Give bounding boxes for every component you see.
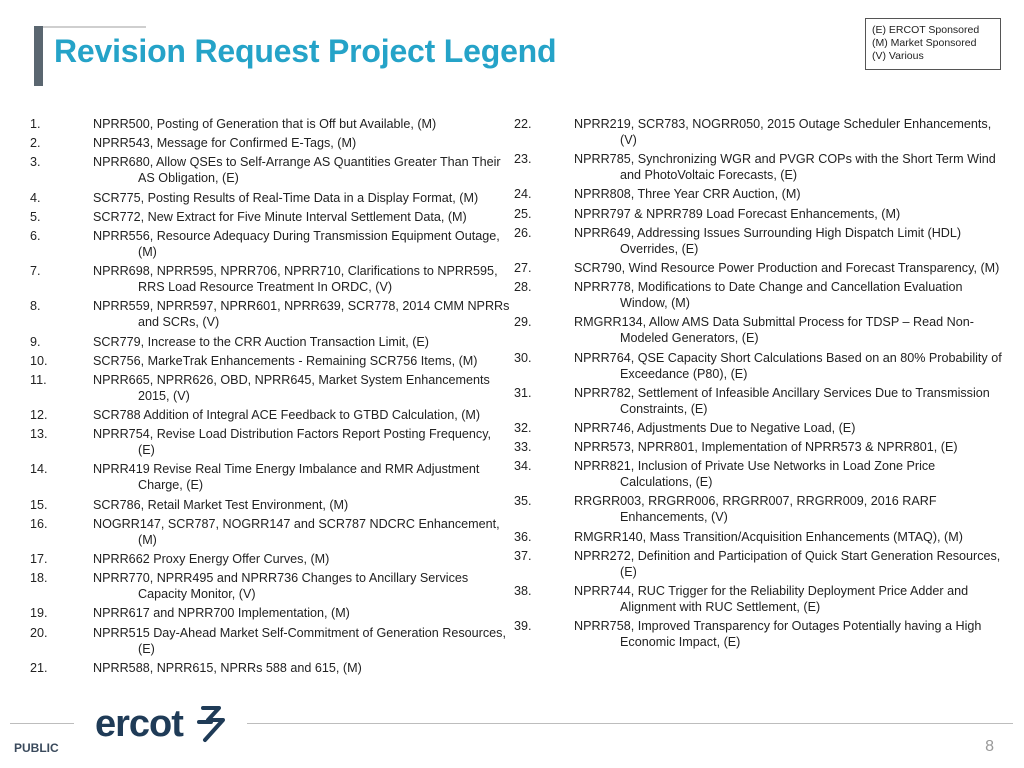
item-text: NPRR785, Synchronizing WGR and PVGR COPs with the Short Term Wind and PhotoVoltaic Forecasts, (E) bbox=[574, 152, 996, 183]
item-text: NPRR778, Modifications to Date Change and Cancellation Evaluation Window, (M) bbox=[574, 280, 963, 311]
footer-rule-left bbox=[10, 723, 74, 724]
ercot-logo bbox=[95, 700, 230, 748]
list-item bbox=[30, 625, 510, 657]
item-text: NPRR754, Revise Load Distribution Factors Report Posting Frequency, (E) bbox=[93, 427, 492, 458]
item-number: 28. bbox=[514, 280, 532, 295]
legend-various: (V) Various bbox=[872, 50, 924, 62]
list-item bbox=[30, 461, 510, 493]
list-item bbox=[514, 260, 1004, 276]
item-text: NPRR758, Improved Transparency for Outages Potentially having a High Economic Impact, (E) bbox=[574, 619, 982, 650]
title-accent-bar bbox=[34, 26, 43, 86]
list-item bbox=[514, 583, 1004, 615]
list-item bbox=[30, 334, 510, 350]
list-item bbox=[514, 458, 1004, 490]
item-number: 4. bbox=[30, 190, 41, 205]
item-text: NOGRR147, SCR787, NOGRR147 and SCR787 NDCRC Enhancement, (M) bbox=[93, 516, 500, 547]
list-item bbox=[30, 154, 510, 186]
item-number: 2. bbox=[30, 136, 41, 151]
item-text: SCR788 Addition of Integral ACE Feedback to GTBD Calculation, (M) bbox=[93, 408, 481, 423]
list-item bbox=[30, 551, 510, 567]
item-number: 13. bbox=[30, 427, 48, 442]
logo-wordmark: ercot bbox=[95, 703, 183, 745]
list-item bbox=[30, 209, 510, 225]
item-text: NPRR770, NPRR495 and NPRR736 Changes to Ancillary Services Capacity Monitor, (V) bbox=[93, 571, 469, 602]
item-number: 34. bbox=[514, 459, 532, 474]
item-number: 16. bbox=[30, 516, 48, 531]
item-text: NPRR744, RUC Trigger for the Reliability Deployment Price Adder and Alignment with RUC Settlement, (E) bbox=[574, 584, 969, 614]
list-item bbox=[30, 605, 510, 621]
list-item bbox=[514, 186, 1004, 202]
item-text: RMGRR134, Allow AMS Data Submittal Process for TDSP – Read Non-Modeled Generators, (E) bbox=[574, 315, 974, 346]
legend-ercot-sponsored: (E) ERCOT Sponsored bbox=[872, 24, 980, 36]
item-text: NPRR219, SCR783, NOGRR050, 2015 Outage Scheduler Enhancements, (V) bbox=[574, 117, 992, 147]
item-text: NPRR665, NPRR626, OBD, NPRR645, Market System Enhancements 2015, (V) bbox=[93, 372, 490, 403]
list-item bbox=[514, 206, 1004, 222]
item-number: 14. bbox=[30, 462, 48, 477]
item-text: NPRR556, Resource Adequacy During Transmission Equipment Outage, (M) bbox=[93, 228, 500, 259]
item-text: NPRR662 Proxy Energy Offer Curves, (M) bbox=[93, 552, 330, 566]
list-item bbox=[514, 385, 1004, 417]
list-item bbox=[514, 548, 1004, 580]
item-number: 18. bbox=[30, 571, 48, 586]
list-item bbox=[30, 298, 510, 330]
item-text: NPRR419 Revise Real Time Energy Imbalance and RMR Adjustment Charge, (E) bbox=[93, 462, 480, 493]
list-item bbox=[514, 225, 1004, 257]
item-text: NPRR698, NPRR595, NPRR706, NPRR710, Clarifications to NPRR595, RRS Load Resource Treatment In ORDC, (V) bbox=[93, 264, 498, 295]
item-number: 11. bbox=[30, 372, 47, 387]
page-number: 8 bbox=[985, 738, 994, 755]
footer-rule-right bbox=[247, 723, 1013, 724]
list-item bbox=[30, 263, 510, 295]
list-item bbox=[30, 353, 510, 369]
list-item bbox=[30, 116, 510, 132]
project-list-right bbox=[514, 116, 1004, 653]
item-number: 19. bbox=[30, 606, 48, 621]
item-text: NPRR515 Day-Ahead Market Self-Commitment of Generation Resources, (E) bbox=[93, 625, 506, 656]
list-item bbox=[30, 570, 510, 602]
item-number: 5. bbox=[30, 209, 41, 224]
header-rule bbox=[34, 26, 146, 28]
item-number: 24. bbox=[514, 187, 532, 202]
legend-market-sponsored: (M) Market Sponsored bbox=[872, 37, 977, 49]
list-item bbox=[514, 116, 1004, 148]
item-text: SCR772, New Extract for Five Minute Interval Settlement Data, (M) bbox=[93, 209, 467, 224]
list-item bbox=[514, 439, 1004, 455]
item-number: 17. bbox=[30, 552, 48, 566]
list-item bbox=[514, 493, 1004, 525]
item-text: NPRR543, Message for Confirmed E-Tags, (M) bbox=[93, 136, 357, 151]
item-number: 26. bbox=[514, 225, 532, 240]
item-text: SCR786, Retail Market Test Environment, (M) bbox=[93, 497, 349, 512]
item-number: 12. bbox=[30, 408, 48, 423]
item-number: 35. bbox=[514, 494, 532, 509]
list-item bbox=[30, 190, 510, 206]
item-text: NPRR649, Addressing Issues Surrounding High Dispatch Limit (HDL) Overrides, (E) bbox=[574, 225, 962, 256]
logo-bolt-icon bbox=[199, 708, 223, 740]
item-text: NPRR559, NPRR597, NPRR601, NPRR639, SCR778, 2014 CMM NPRRs and SCRs, (V) bbox=[93, 299, 510, 330]
item-text: NPRR821, Inclusion of Private Use Networks in Load Zone Price Calculations, (E) bbox=[574, 459, 936, 490]
item-number: 36. bbox=[514, 529, 532, 544]
item-text: NPRR797 & NPRR789 Load Forecast Enhancements, (M) bbox=[574, 206, 901, 221]
list-item bbox=[514, 151, 1004, 183]
item-number: 8. bbox=[30, 299, 41, 314]
item-text: SCR756, MarkeTrak Enhancements - Remaining SCR756 Items, (M) bbox=[93, 353, 478, 368]
item-text: NPRR680, Allow QSEs to Self-Arrange AS Quantities Greater Than Their AS Obligation, (E) bbox=[93, 155, 501, 186]
item-number: 20. bbox=[30, 625, 48, 640]
classification-label: PUBLIC bbox=[14, 741, 59, 755]
item-text: RRGRR003, RRGRR006, RRGRR007, RRGRR009, 2016 RARF Enhancements, (V) bbox=[574, 494, 937, 525]
list-item bbox=[30, 135, 510, 151]
list-item bbox=[30, 516, 510, 548]
list-item bbox=[514, 279, 1004, 311]
item-number: 9. bbox=[30, 334, 41, 349]
item-number: 25. bbox=[514, 206, 532, 221]
list-item bbox=[514, 529, 1004, 545]
item-text: NPRR272, Definition and Participation of Quick Start Generation Resources, (E) bbox=[574, 548, 1001, 579]
item-text: SCR790, Wind Resource Power Production and Forecast Transparency, (M) bbox=[574, 260, 1000, 275]
list-item bbox=[30, 497, 510, 513]
item-number: 6. bbox=[30, 228, 41, 243]
item-number: 37. bbox=[514, 548, 532, 563]
item-number: 22. bbox=[514, 117, 532, 131]
item-number: 1. bbox=[30, 117, 41, 131]
item-number: 30. bbox=[514, 350, 532, 365]
item-text: SCR775, Posting Results of Real-Time Data in a Display Format, (M) bbox=[93, 190, 479, 205]
item-number: 39. bbox=[514, 619, 532, 634]
item-number: 21. bbox=[30, 660, 48, 675]
item-number: 38. bbox=[514, 584, 532, 598]
item-number: 15. bbox=[30, 497, 48, 512]
item-text: NPRR808, Three Year CRR Auction, (M) bbox=[574, 187, 801, 202]
item-text: NPRR573, NPRR801, Implementation of NPRR573 & NPRR801, (E) bbox=[574, 440, 958, 455]
item-text: SCR779, Increase to the CRR Auction Transaction Limit, (E) bbox=[93, 334, 429, 349]
item-text: RMGRR140, Mass Transition/Acquisition Enhancements (MTAQ), (M) bbox=[574, 529, 963, 544]
list-item bbox=[514, 420, 1004, 436]
item-number: 10. bbox=[30, 353, 48, 368]
item-number: 7. bbox=[30, 264, 41, 279]
item-text: NPRR500, Posting of Generation that is Off but Available, (M) bbox=[93, 117, 437, 131]
list-item bbox=[514, 314, 1004, 346]
list-item bbox=[30, 407, 510, 423]
list-item bbox=[30, 228, 510, 260]
item-number: 32. bbox=[514, 420, 532, 435]
item-number: 27. bbox=[514, 260, 532, 275]
item-number: 29. bbox=[514, 315, 532, 330]
item-text: NPRR617 and NPRR700 Implementation, (M) bbox=[93, 606, 350, 621]
page-title: Revision Request Project Legend bbox=[54, 33, 557, 69]
item-text: NPRR588, NPRR615, NPRRs 588 and 615, (M) bbox=[93, 660, 362, 675]
list-item bbox=[30, 372, 510, 404]
item-text: NPRR782, Settlement of Infeasible Ancillary Services Due to Transmission Constraints, (E) bbox=[574, 385, 990, 416]
list-item bbox=[30, 426, 510, 458]
sponsor-legend bbox=[865, 18, 1001, 70]
item-text: NPRR764, QSE Capacity Short Calculations Based on an 80% Probability of Exceedance (P80), (E) bbox=[574, 350, 1002, 381]
list-item bbox=[514, 350, 1004, 382]
project-list-left bbox=[30, 116, 510, 679]
item-number: 23. bbox=[514, 152, 532, 167]
list-item bbox=[30, 660, 510, 676]
item-text: NPRR746, Adjustments Due to Negative Load, (E) bbox=[574, 420, 856, 435]
item-number: 3. bbox=[30, 155, 41, 170]
item-number: 31. bbox=[514, 385, 532, 400]
list-item bbox=[514, 618, 1004, 650]
item-number: 33. bbox=[514, 440, 532, 455]
